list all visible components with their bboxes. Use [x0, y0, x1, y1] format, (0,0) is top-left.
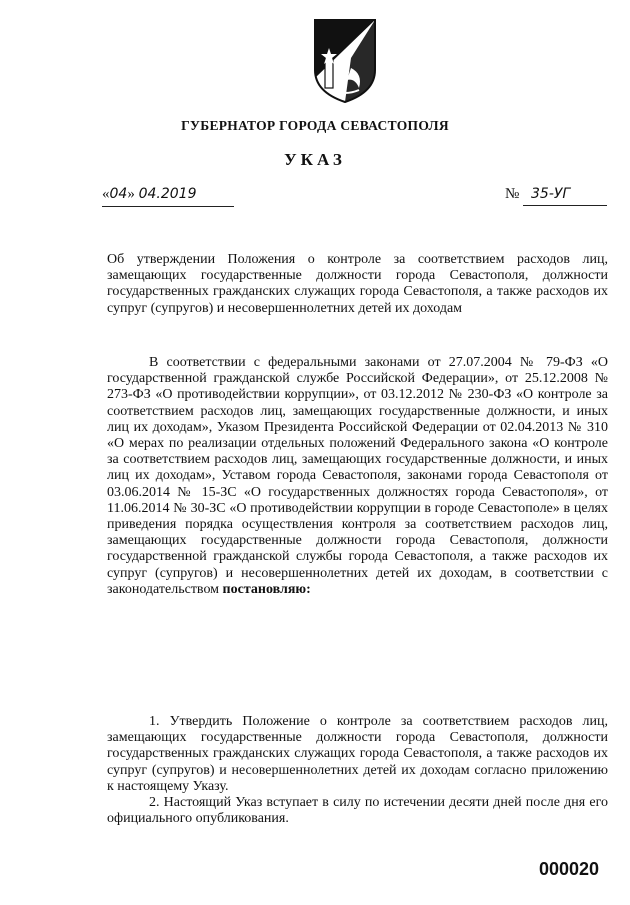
- preamble-verb: постановляю:: [222, 581, 311, 597]
- decree-number: [505, 186, 607, 206]
- date-close-quote: »: [127, 186, 135, 202]
- decree-subject: Об утверждении Положения о контроле за соответствием расходов лиц, замещающих государственные должности города Севастополя, должности государственных гражданских служащих города Севастополя, а также расходов их супруг (супругов) и несовершеннолетних детей их доходам: [107, 252, 608, 316]
- serial-number: 000020: [539, 859, 600, 879]
- issuer-heading: ГУБЕРНАТОР ГОРОДА СЕВАСТОПОЛЯ: [181, 118, 449, 133]
- decree-items: [107, 714, 608, 827]
- decree-date: [102, 186, 234, 207]
- decree-item-2: 2. Настоящий Указ вступает в силу по истечении десяти дней после дня его официального опубликования.: [107, 795, 608, 827]
- number-prefix: №: [505, 186, 520, 202]
- date-open-quote: «: [102, 186, 110, 202]
- sevastopol-coat-of-arms-icon: [311, 18, 379, 104]
- date-month-year: 04.2019: [138, 186, 197, 202]
- number-value: 35-УГ: [531, 186, 571, 202]
- document-type-heading: УКАЗ: [284, 150, 346, 169]
- preamble-text: В соответствии с федеральными законами от 27.07.2004 № 79-ФЗ «О государственной гражданской службе Российской Федерации», от 25.12.2008 № 273-ФЗ «О противодействии коррупции», от 03.12.2012 № 230-ФЗ «О контроле за соответствием расходов лиц, замещающих государственные должности, и иных лиц их доходам», Указом Президента Российской Федерации от 02.04.2013 № 310 «О мерах по реализации отдельных положений Федерального закона «О контроле за соответствием расходов лиц, замещающих государственные должности, и иных лиц их доходам», Уставом города Севастополя, законами города Севастополя от 03.06.2014 № 15-ЗС «О государственных должностях города Севастополя», от 11.06.2014 № 30-ЗС «О противодействии коррупции в городе Севастополе» в целях приведения порядка осуществления контроля за соответствием расходов лиц, замещающих государственные должности города Севастополя, должности государственной гражданской службы города Севастополя, а также расходов их супруг (супругов) и несовершеннолетних детей их доходам, в соответствии с законодательством: [107, 355, 608, 597]
- decree-item-1: 1. Утвердить Положение о контроле за соответствием расходов лиц, замещающих государственные должности города Севастополя, должности государственных гражданских служащих города Севастополя, а также расходов их супруг (супругов) и несовершеннолетних детей их доходам согласно приложению к настоящему Указу.: [107, 714, 608, 794]
- preamble-paragraph: [107, 355, 608, 598]
- number-underline: [523, 205, 607, 206]
- date-day: 04: [109, 186, 128, 202]
